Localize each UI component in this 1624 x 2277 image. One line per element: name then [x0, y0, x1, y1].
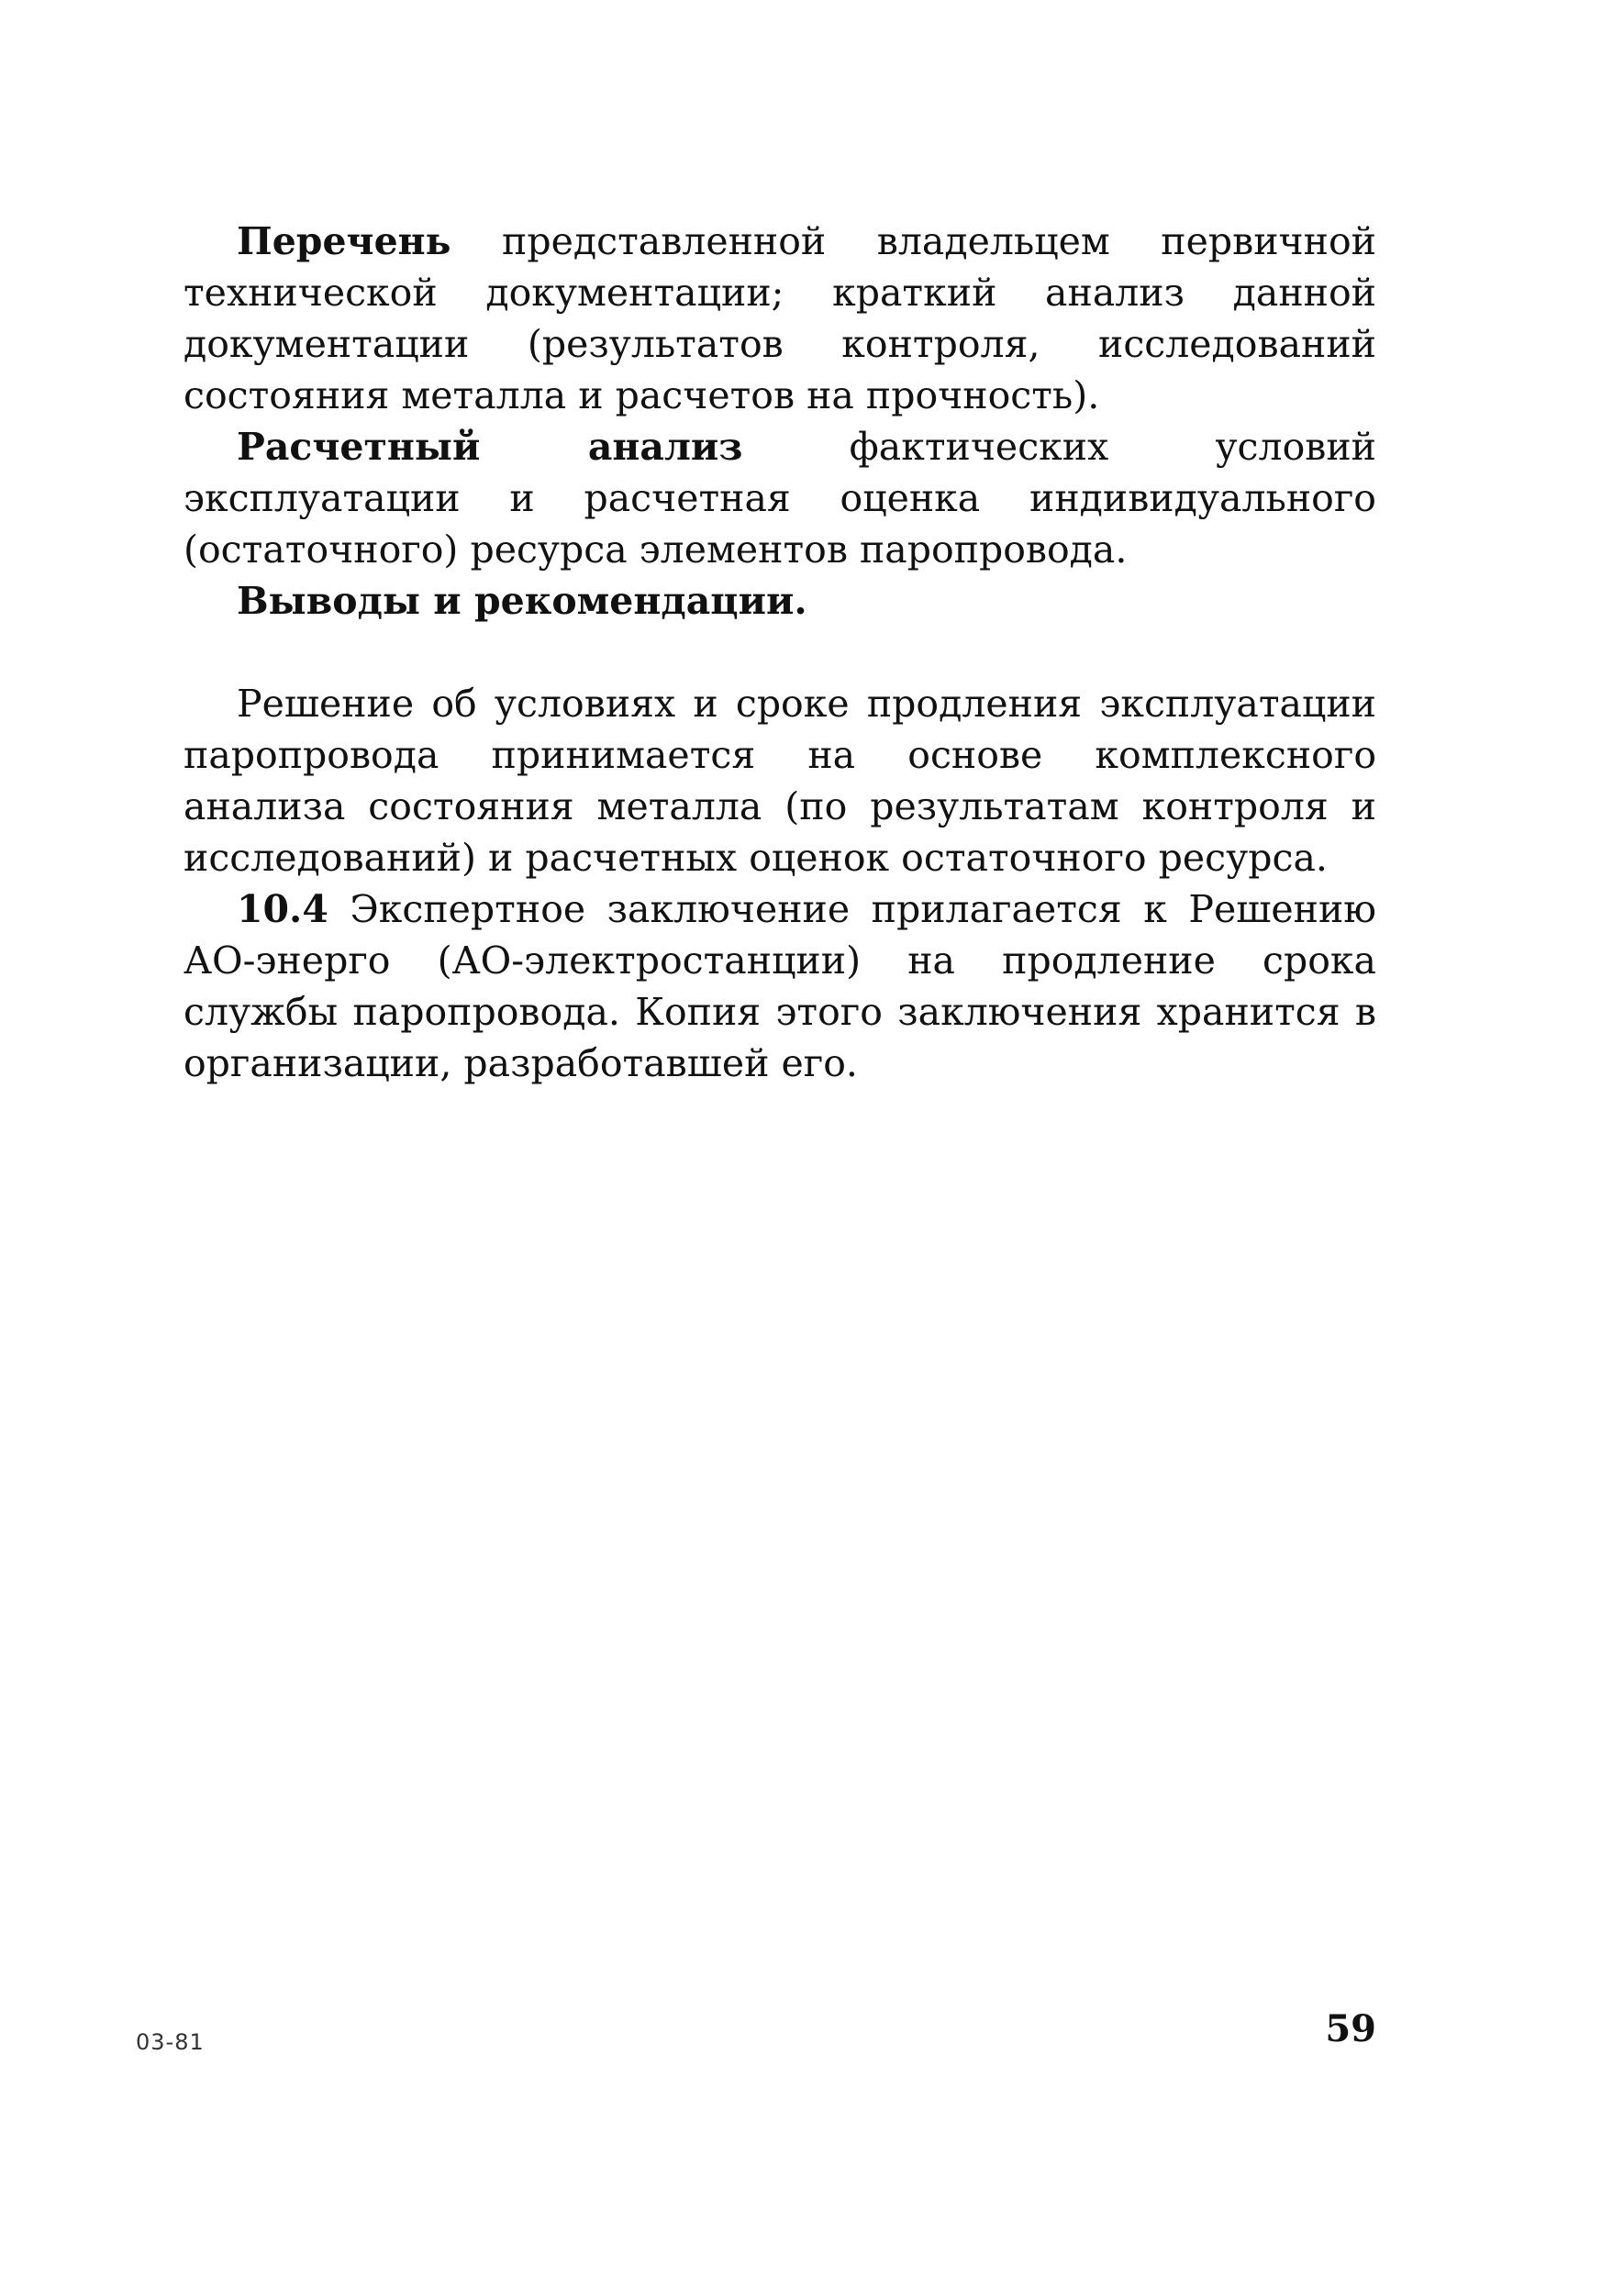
paragraph-conclusions [184, 575, 1376, 627]
paragraph-spacer [184, 627, 1376, 678]
paragraph-lead: Расчетный анализ [237, 425, 743, 469]
footer-print-code: 03-81 [136, 2029, 205, 2055]
paragraph-section-10-4 [184, 883, 1376, 1089]
body-text [184, 216, 1376, 1089]
paragraph-lead: Перечень [237, 219, 451, 263]
paragraph-text: фактических условий эксплуатации и расчетная оценка индивидуального (остаточного) ресурса элементов паропровода. [184, 425, 1376, 572]
paragraph-text: Экспертное заключение прилагается к Решению АО-энерго (АО-электростанции) на продление срока службы паропровода. Копия этого заключения хранится в организации, разработавшей его. [184, 887, 1376, 1085]
paragraph-lead: Выводы и рекомендации. [237, 579, 807, 623]
paragraph-text: представленной владельцем первичной технической документации; краткий анализ данной документации (результатов контроля, исследований состояния металла и расчетов на прочность). [184, 219, 1376, 417]
page-number: 59 [1325, 2007, 1376, 2050]
paragraph-document-list [184, 216, 1376, 421]
paragraph-decision [184, 678, 1376, 883]
paragraph-lead: 10.4 [237, 887, 328, 931]
paragraph-text: Решение об условиях и сроке продления эксплуатации паропровода принимается на основе комплексного анализа состояния металла (по результатам контроля и исследований) и расчетных оценок остаточного ресурса. [184, 682, 1376, 880]
paragraph-calculation-analysis [184, 421, 1376, 575]
